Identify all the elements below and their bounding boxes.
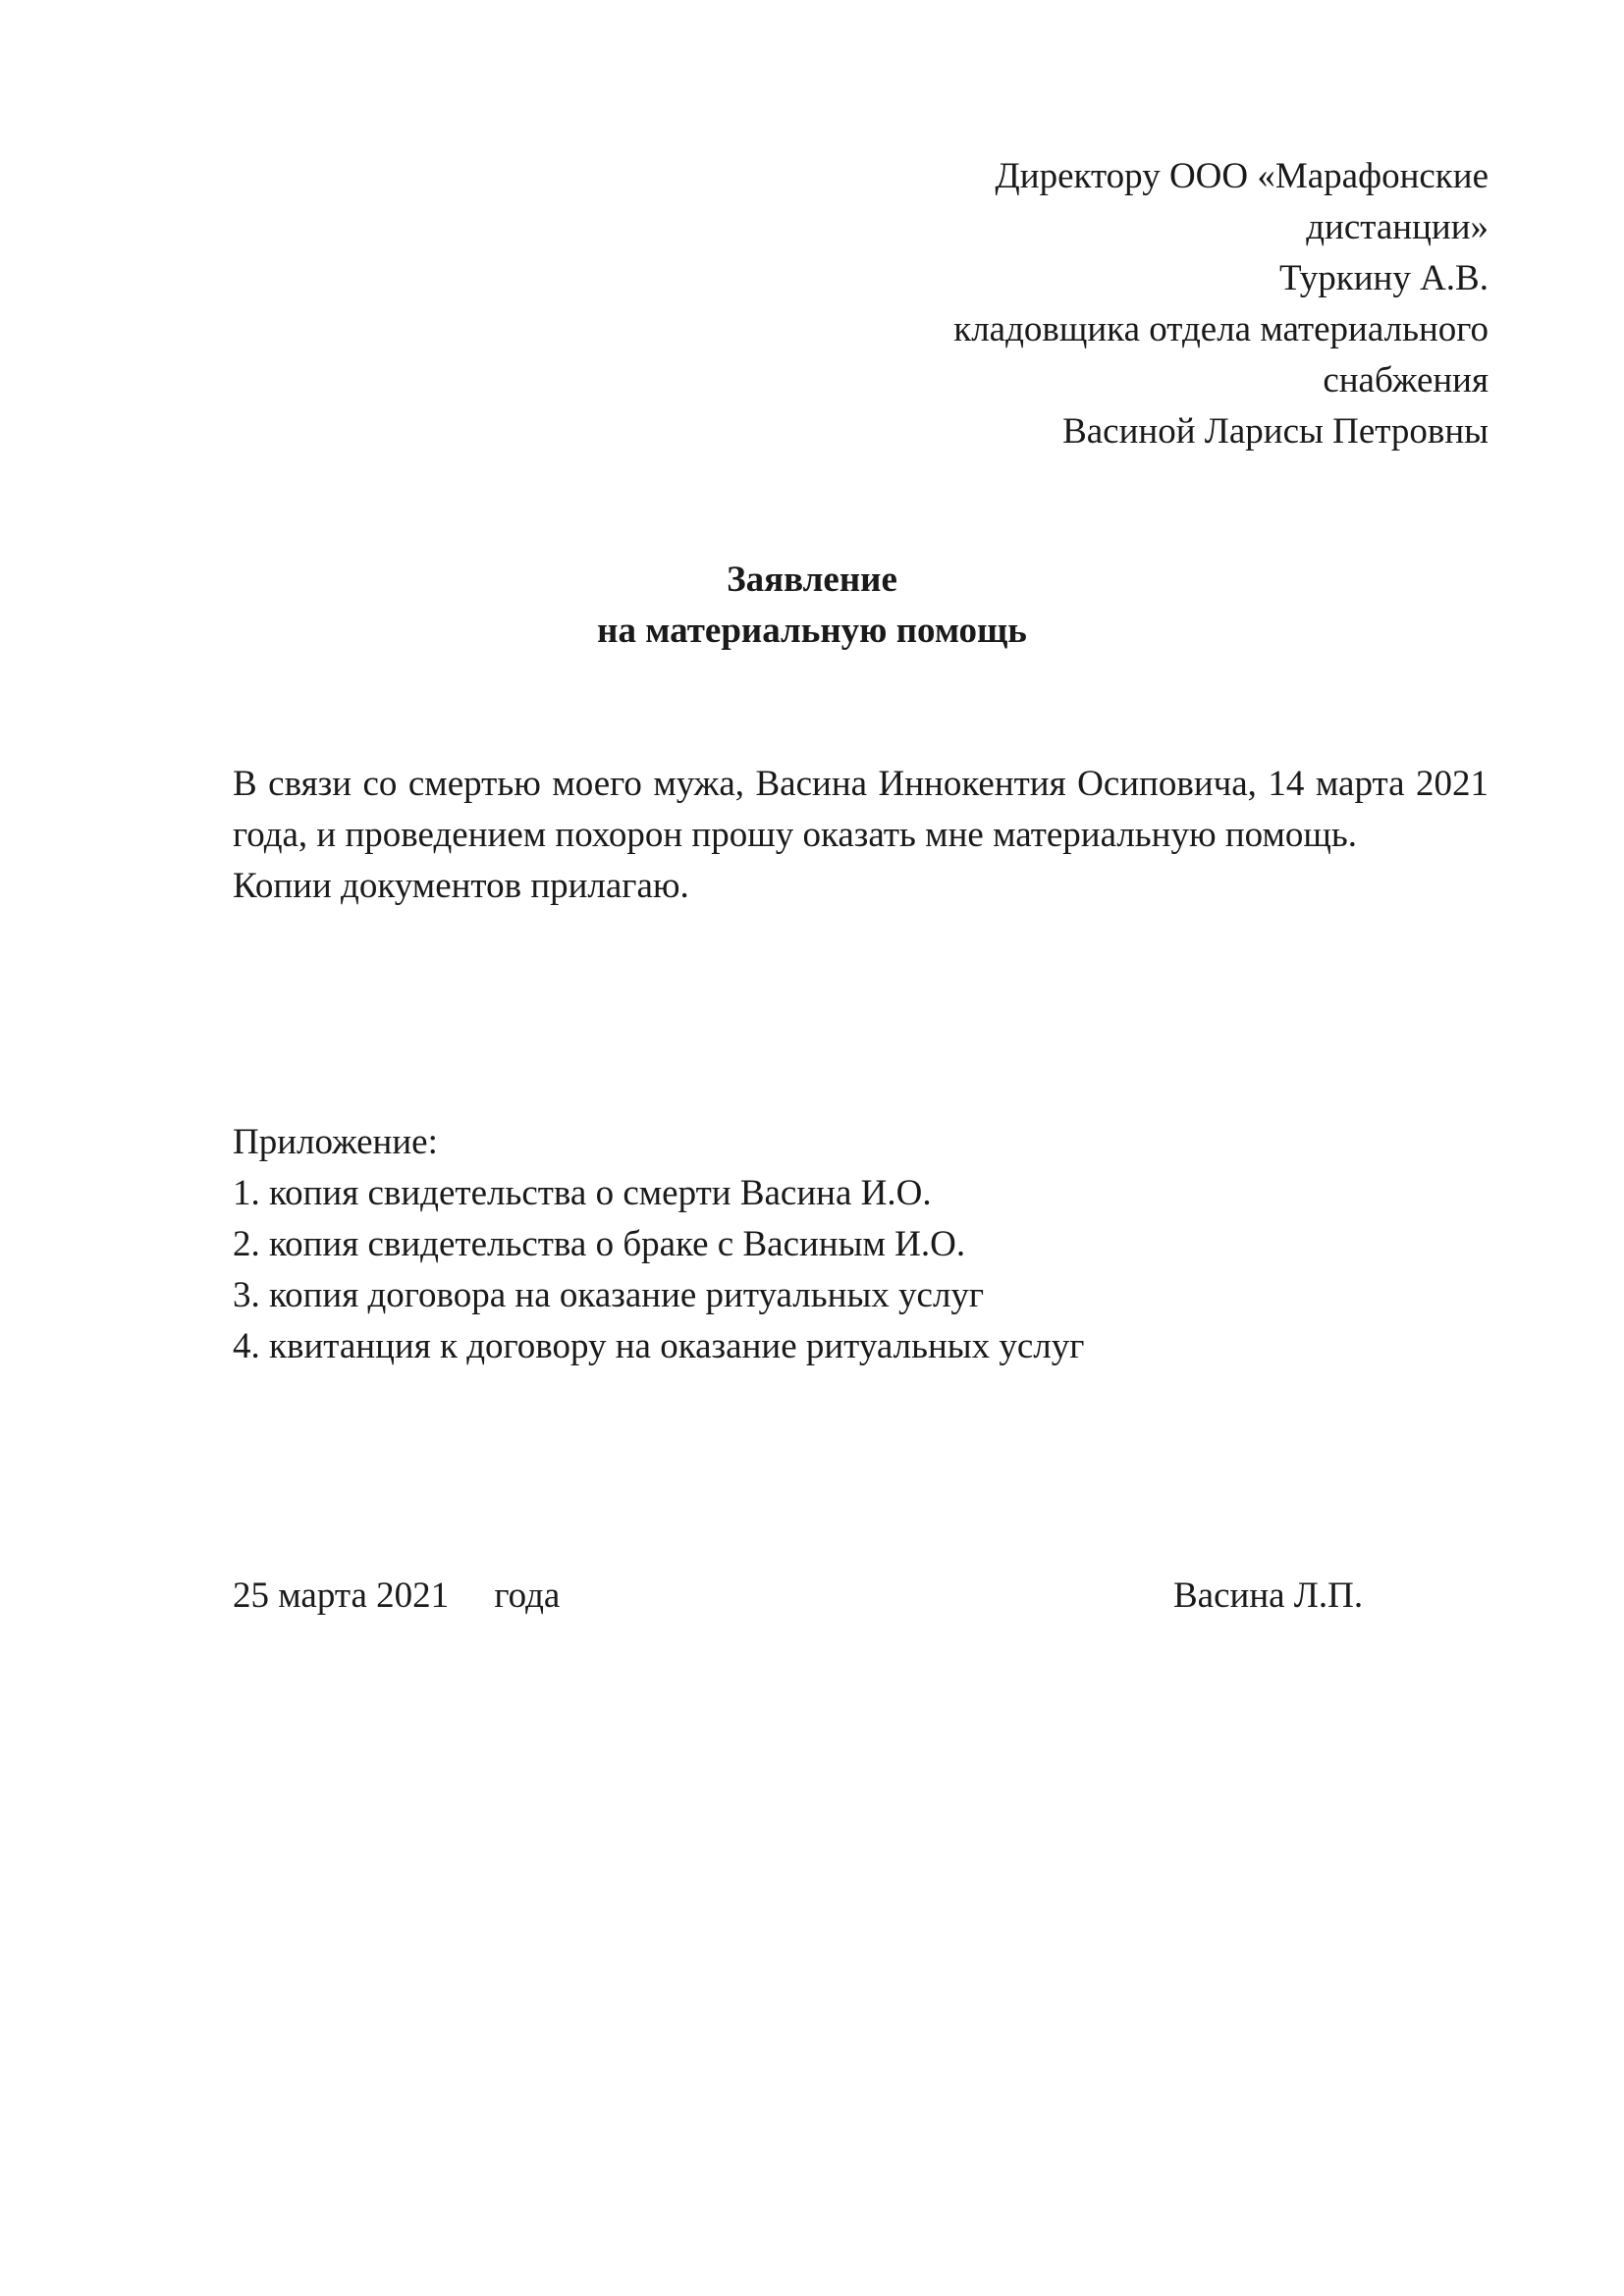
attachments-heading: Приложение: bbox=[233, 1122, 438, 1162]
addressee-line: Директору ООО «Марафонские bbox=[995, 156, 1489, 196]
addressee-block bbox=[860, 151, 1489, 457]
document-date: 25 марта 2021 года bbox=[233, 1575, 561, 1616]
addressee-line: дистанции» bbox=[1306, 207, 1489, 247]
attachment-item: 1. копия свидетельства о смерти Васина И.О. bbox=[233, 1173, 932, 1213]
request-paragraph: В связи со смертью моего мужа, Васина Иннокентия Осиповича, 14 марта 2021 года, и проведением похорон прошу оказать мне материальную помощь. bbox=[233, 764, 1489, 855]
attachments-list bbox=[233, 1168, 1489, 1372]
title-line-1: Заявление bbox=[727, 560, 897, 600]
attachment-item: 4. квитанция к договору на оказание ритуальных услуг bbox=[233, 1326, 1085, 1366]
attachments-section bbox=[233, 1117, 1489, 1372]
addressee-line: снабжения bbox=[1323, 360, 1489, 400]
copies-line: Копии документов прилагаю. bbox=[233, 866, 689, 906]
addressee-line: Туркину А.В. bbox=[1279, 258, 1489, 298]
body-text bbox=[233, 759, 1489, 912]
document-title bbox=[0, 555, 1624, 657]
addressee-line: Васиной Ларисы Петровны bbox=[1062, 411, 1489, 452]
title-line-2: на материальную помощь bbox=[597, 611, 1027, 651]
signature-name: Васина Л.П. bbox=[1173, 1575, 1364, 1616]
attachment-item: 3. копия договора на оказание ритуальных услуг bbox=[233, 1275, 985, 1315]
attachment-item: 2. копия свидетельства о браке с Васиным И.О. bbox=[233, 1224, 966, 1264]
addressee-line: кладовщика отдела материального bbox=[953, 309, 1489, 349]
